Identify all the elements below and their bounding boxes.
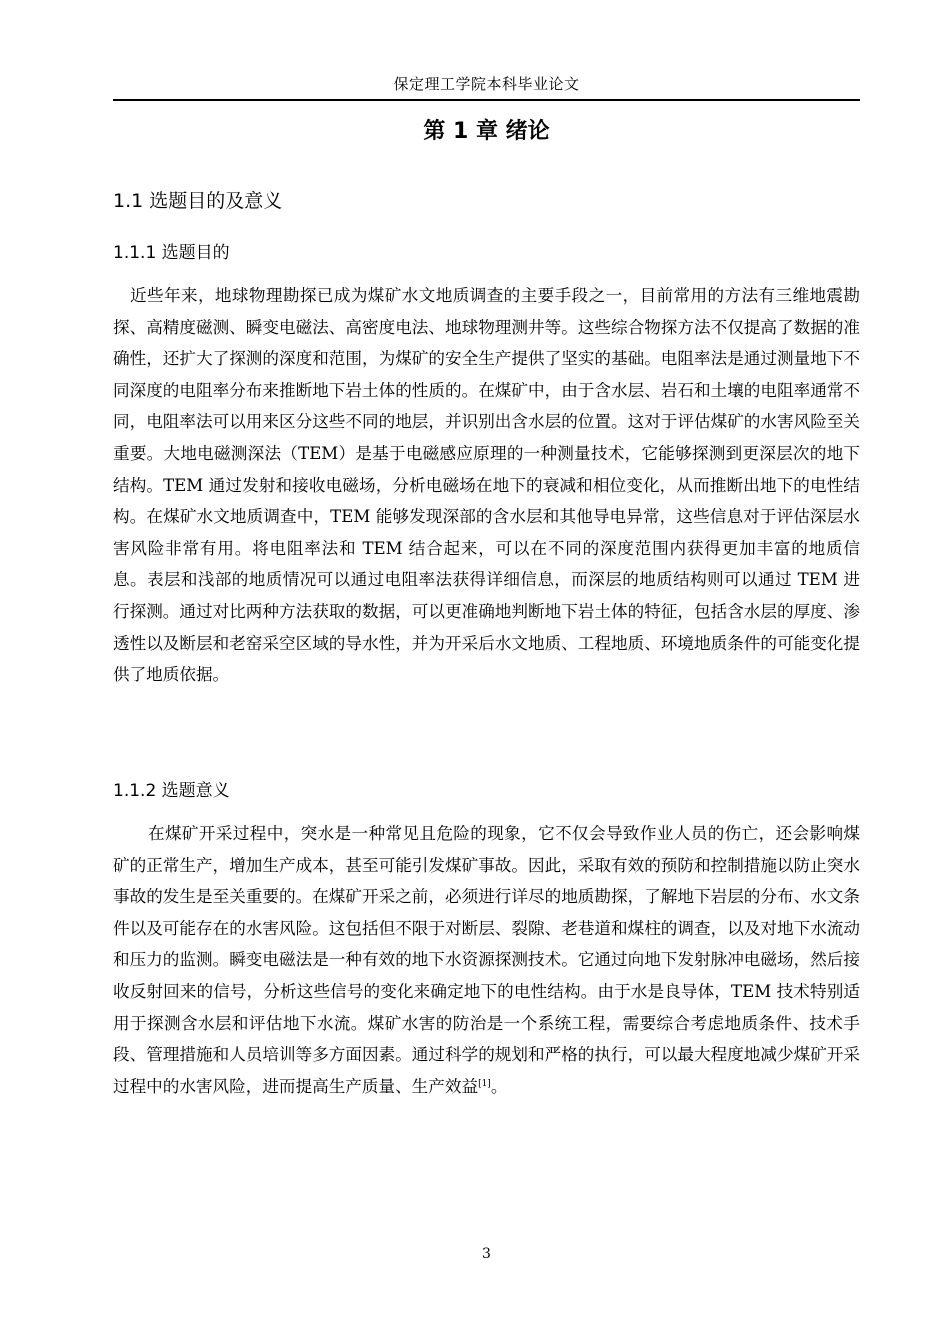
page-number: 3: [482, 1246, 491, 1262]
paragraph-purpose: 近些年来，地球物理勘探已成为煤矿水文地质调查的主要手段之一，目前常用的方法有三维地震勘探、高精度磁测、瞬变电磁法、高密度电法、地球物理测井等。这些综合物探方法不仅提高了数据的准确性，还扩大了探测的深度和范围，为煤矿的安全生产提供了坚实的基础。电阻率法是通过测量地下不同深度的电阻率分布来推断地下岩土体的性质的。在煤矿中，由于含水层、岩石和土壤的电阻率通常不同，电阻率法可以用来区分这些不同的地层，并识别出含水层的位置。这对于评估煤矿的水害风险至关重要。大地电磁测深法（TEM）是基于电磁感应原理的一种测量技术，它能够探测到更深层次的地下结构。TEM 通过发射和接收电磁场，分析电磁场在地下的衰减和相位变化，从而推断出地下的电性结构。在煤矿水文地质调查中，TEM 能够发现深部的含水层和其他导电异常，这些信息对于评估深层水害风险非常有用。将电阻率法和 TEM 结合起来，可以在不同的深度范围内获得更加丰富的地质信息。表层和浅部的地质情况可以通过电阻率法获得详细信息，而深层的地质结构则可以通过 TEM 进行探测。通过对比两种方法获取的数据，可以更准确地判断地下岩土体的特征，包括含水层的厚度、渗透性以及断层和老窑采空区域的导水性，并为开采后水文地质、工程地质、环境地质条件的可能变化提供了地质依据。: [113, 286, 860, 685]
header-rule: [113, 99, 860, 101]
citation-reference[interactable]: [1]: [478, 1078, 491, 1089]
running-header: 保定理工学院本科毕业论文: [393, 75, 580, 93]
subsection-heading-significance: 1.1.2 选题意义: [113, 781, 230, 801]
paragraph-significance-end: 。: [490, 1076, 508, 1096]
paragraph-significance: [113, 818, 860, 1102]
chapter-title: 第 1 章 绪论: [423, 119, 550, 144]
subsection-heading-purpose: 1.1.1 选题目的: [113, 243, 230, 263]
section-heading: 1.1 选题目的及意义: [113, 190, 283, 212]
paragraph-significance-text: 在煤矿开采过程中，突水是一种常见且危险的现象，它不仅会导致作业人员的伤亡，还会影响煤矿的正常生产，增加生产成本，甚至可能引发煤矿事故。因此，采取有效的预防和控制措施以防止突水事故的发生是至关重要的。在煤矿开采之前，必须进行详尽的地质勘探，了解地下岩层的分布、水文条件以及可能存在的水害风险。这包括但不限于对断层、裂隙、老巷道和煤柱的调查，以及对地下水流动和压力的监测。瞬变电磁法是一种有效的地下水资源探测技术。它通过向地下发射脉冲电磁场，然后接收反射回来的信号，分析这些信号的变化来确定地下的电性结构。由于水是良导体，TEM 技术特别适用于探测含水层和评估地下水流。煤矿水害的防治是一个系统工程，需要综合考虑地质条件、技术手段、管理措施和人员培训等多方面因素。通过科学的规划和严格的执行，可以最大程度地减少煤矿开采过程中的水害风险，进而提高生产质量、生产效益: [113, 824, 860, 1096]
